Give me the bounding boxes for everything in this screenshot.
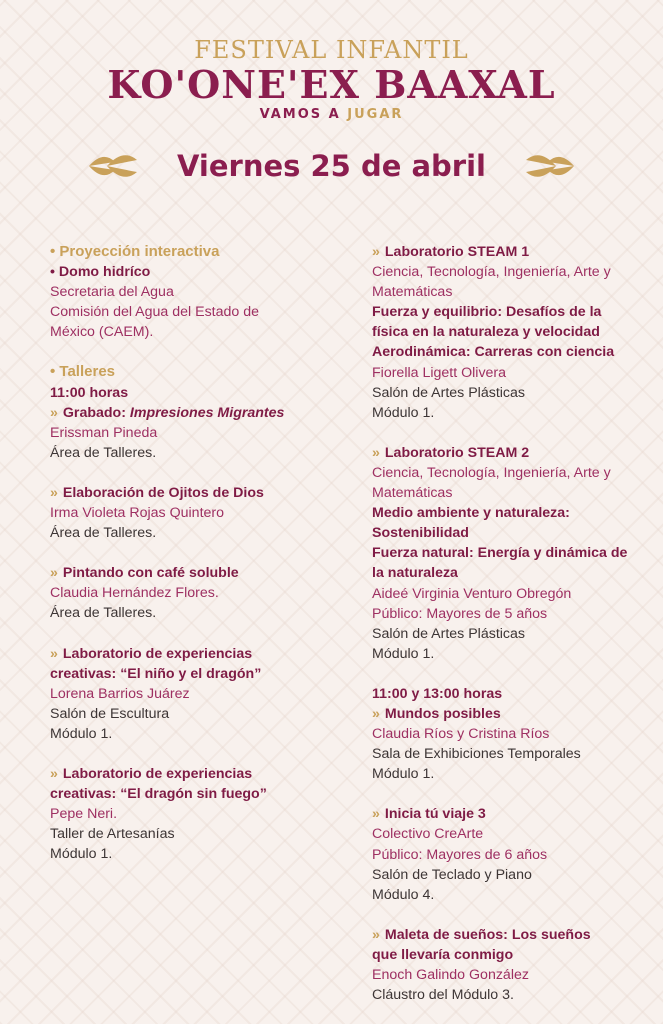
right-column — [372, 242, 650, 1024]
activity-module: Módulo 1. — [50, 725, 113, 742]
chevron-icon: » — [50, 765, 58, 782]
logo-line-3: VAMOS A JUGAR — [259, 107, 404, 122]
activity-title-cont: creativas: “El niño y el dragón” — [50, 665, 262, 682]
activity-title: » Laboratorio STEAM 1 — [372, 244, 530, 260]
activity-title-cont: creativas: “El dragón sin fuego” — [50, 786, 267, 803]
date-heading — [0, 146, 663, 186]
projection-title: • Proyección interactiva — [50, 243, 220, 260]
activity-place: Salón de Artes Plásticas — [372, 625, 525, 642]
mundos-block — [372, 684, 650, 784]
activity-place: Taller de Artesanías — [50, 826, 175, 843]
activity-public: Público: Mayores de 5 años — [372, 605, 548, 622]
activity-title: » Laboratorio de experiencias — [50, 765, 253, 782]
steam-desc: Matemáticas — [372, 284, 453, 301]
steam-topic: física en la naturaleza y velocidad — [372, 324, 600, 341]
activity-person: Claudia Ríos y Cristina Ríos — [372, 726, 550, 743]
steam-topic: Fuerza y equilibrio: Desafíos de la — [372, 304, 602, 321]
activity-title: » Pintando con café soluble — [50, 565, 239, 582]
activity-title: » Mundos posibles — [372, 705, 501, 722]
activity-place: Salón de Escultura — [50, 705, 170, 722]
steam-topic: Fuerza natural: Energía y dinámica de — [372, 545, 628, 562]
steam-topic: Medio ambiente y naturaleza: — [372, 505, 570, 522]
steam-topic: la naturaleza — [372, 565, 458, 582]
org-line: México (CAEM). — [50, 324, 154, 341]
activity-place: Salón de Artes Plásticas — [372, 384, 525, 401]
activity-person: Aideé Virginia Venturo Obregón — [372, 585, 572, 602]
activity-public: Público: Mayores de 6 años — [372, 846, 548, 863]
workshops-title: • Talleres — [50, 363, 116, 381]
left-column — [50, 242, 350, 884]
logo-line-2: KO'ONE'EX BAAXAL — [107, 62, 556, 107]
activity-place: Cláustro del Módulo 3. — [372, 987, 514, 1004]
chevron-icon: » — [50, 565, 58, 582]
activity-title: » Laboratorio de experiencias — [50, 645, 253, 662]
steam-desc: Matemáticas — [372, 485, 453, 502]
activity-title: » Laboratorio STEAM 2 — [372, 444, 530, 461]
projection-subtitle: • Domo hidríco — [50, 264, 151, 281]
chevron-icon: » — [50, 645, 58, 662]
festival-logo — [0, 36, 663, 124]
chevron-icon: » — [372, 806, 380, 823]
activity-place: Salón de Teclado y Piano — [372, 866, 532, 883]
activity-title-cont: que llevaría conmigo — [372, 946, 514, 963]
chevron-icon: » — [372, 244, 380, 260]
workshops-time: 11:00 horas — [50, 384, 129, 401]
activity-block — [50, 764, 350, 864]
activity-block — [50, 563, 350, 623]
activity-person: Colectivo CreArte — [372, 826, 484, 843]
chevron-icon: » — [372, 444, 380, 461]
chevron-icon: » — [372, 926, 380, 943]
activity-person: Fiorella Ligett Olivera — [372, 364, 507, 381]
activity-person: Irma Violeta Rojas Quintero — [50, 505, 225, 522]
activity-person: Enoch Galindo González — [372, 967, 529, 983]
chevron-icon: » — [372, 705, 380, 722]
activity-person: Claudia Hernández Flores. — [50, 585, 219, 602]
activity-title: » Elaboración de Ojitos de Dios — [50, 484, 264, 501]
org-line: Comisión del Agua del Estado de — [50, 304, 260, 321]
maleta-block — [372, 925, 650, 1005]
steam2-block — [372, 443, 650, 664]
time-label: 11:00 y 13:00 horas — [372, 685, 503, 702]
chevron-icon: » — [50, 484, 58, 501]
activity-place: Área de Talleres. — [50, 525, 157, 542]
logo-line-1: FESTIVAL INFANTIL — [194, 36, 469, 64]
workshops-block — [50, 362, 350, 462]
activity-module: Módulo 4. — [372, 886, 435, 903]
activity-block — [50, 644, 350, 744]
steam-topic: Sostenibilidad — [372, 525, 469, 542]
activity-place: Área de Talleres. — [50, 444, 157, 461]
leaf-right-icon — [520, 148, 578, 184]
activity-title: » Maleta de sueños: Los sueños — [372, 926, 591, 943]
activity-place: Área de Talleres. — [50, 605, 157, 622]
activity-block — [50, 483, 350, 543]
activity-person: Lorena Barrios Juárez — [50, 685, 190, 702]
activity-person: Erissman Pineda — [50, 424, 158, 441]
projection-block — [50, 242, 350, 342]
activity-title: » Grabado: Impresiones Migrantes — [50, 404, 285, 421]
chevron-icon: » — [50, 404, 58, 421]
date-title: Viernes 25 de abril — [176, 149, 486, 183]
steam-desc: Ciencia, Tecnología, Ingeniería, Arte y — [372, 264, 611, 281]
activity-person: Pepe Neri. — [50, 806, 118, 823]
leaf-left-icon — [85, 148, 143, 184]
activity-module: Módulo 1. — [50, 846, 113, 863]
activity-module: Módulo 1. — [372, 404, 435, 421]
steam-topic: Aerodinámica: Carreras con ciencia — [372, 344, 615, 361]
activity-title: » Inicia tú viaje 3 — [372, 806, 486, 823]
viaje-block — [372, 804, 650, 904]
steam1-block — [372, 242, 650, 423]
activity-module: Módulo 1. — [372, 645, 435, 662]
activity-module: Módulo 1. — [372, 766, 435, 783]
steam-desc: Ciencia, Tecnología, Ingeniería, Arte y — [372, 464, 611, 481]
activity-place: Sala de Exhibiciones Temporales — [372, 746, 581, 763]
org-line: Secretaria del Agua — [50, 284, 174, 301]
